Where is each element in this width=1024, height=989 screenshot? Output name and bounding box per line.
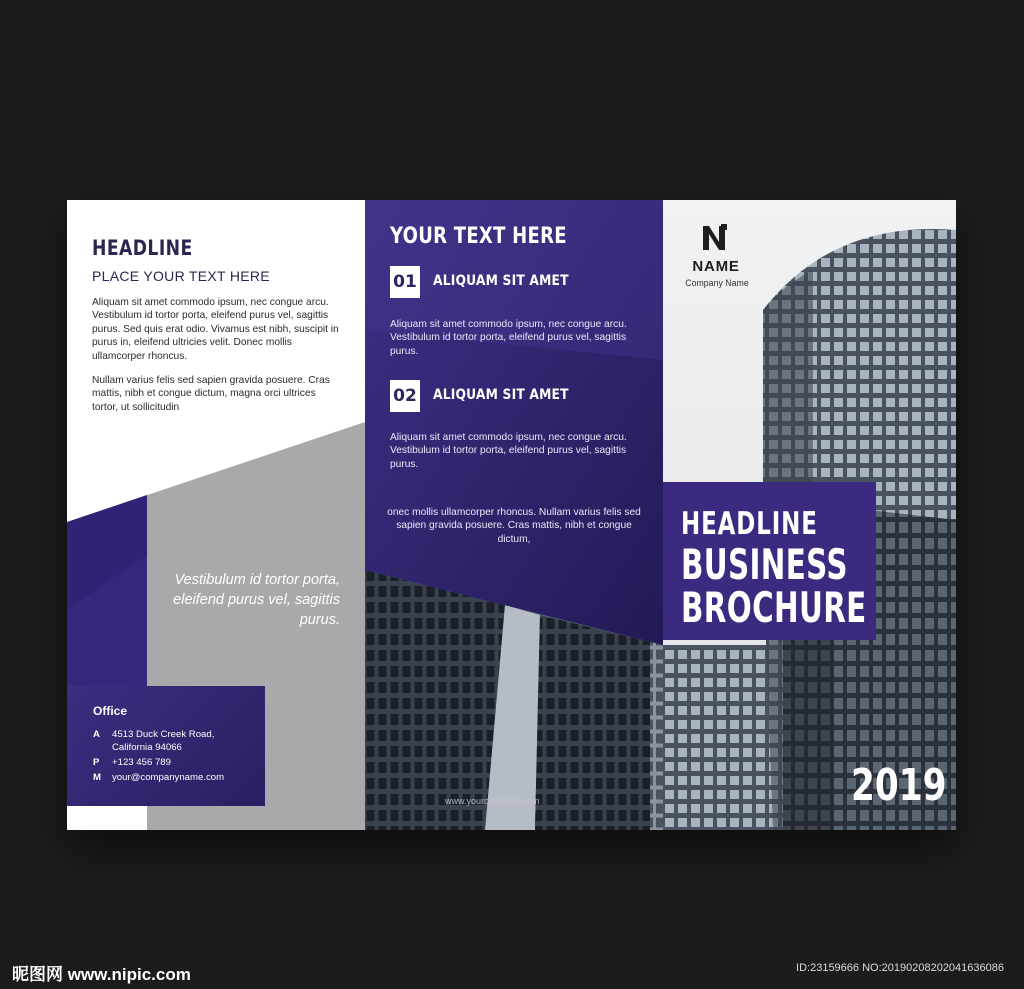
left-panel bbox=[67, 200, 365, 830]
left-quote: Vestibulum id tortor porta, eleifend purus vel, sagittis purus. bbox=[173, 572, 340, 628]
hero-headline: HEADLINE bbox=[681, 506, 818, 542]
hero-brochure: BROCHURE bbox=[681, 583, 867, 632]
right-panel bbox=[663, 200, 956, 830]
office-title: Office bbox=[93, 704, 128, 718]
office-row-value: +123 456 789 bbox=[112, 757, 171, 768]
office-row-key: A bbox=[93, 729, 100, 740]
logo-name: NAME bbox=[692, 258, 740, 275]
watermark-left: 昵图网 www.nipic.com bbox=[12, 965, 191, 984]
watermark-right: ID:23159666 NO:20190208202041636086 bbox=[796, 962, 1004, 974]
left-body bbox=[92, 296, 340, 425]
logo-company-name: Company Name bbox=[685, 278, 749, 288]
logo-n-mark-icon bbox=[699, 222, 731, 254]
left-paragraph-1: Aliquam sit amet commodo ipsum, nec congue arcu. Vestibulum id tortor porta, eleifend purus vel, sagittis purus. Sed quis erat odio. Vivamus est nibh, suscipit in purus in, eleifend ultricies velit. Donec mollis ullamcorper rhoncus. bbox=[92, 297, 339, 362]
middle-title: YOUR TEXT HERE bbox=[390, 224, 567, 249]
website-url: www.yourcompany.com bbox=[445, 796, 540, 806]
middle-panel bbox=[365, 200, 663, 830]
left-headline: HEADLINE bbox=[92, 236, 193, 260]
office-row-key: M bbox=[93, 772, 101, 783]
office-row-value: 4513 Duck Creek Road, bbox=[112, 729, 215, 740]
item-body: Aliquam sit amet commodo ipsum, nec congue arcu. Vestibulum id tortor porta, eleifend purus vel, sagittis purus. bbox=[390, 319, 627, 357]
item-number-badge: 02 bbox=[390, 380, 420, 412]
left-paragraph-2: Nullam varius felis sed sapien gravida posuere. Cras mattis, nibh et congue dictum, magna orci ultrices tortor, ut sollicitudin bbox=[92, 375, 330, 413]
item-title: ALIQUAM SIT AMET bbox=[433, 273, 569, 289]
brochure bbox=[67, 200, 956, 830]
middle-center-text: onec mollis ullamcorper rhoncus. Nullam varius felis sed sapien gravida posuere. Cras mattis, nibh et congue dictum, bbox=[387, 507, 641, 545]
item-number-badge: 01 bbox=[390, 266, 420, 298]
item-body: Aliquam sit amet commodo ipsum, nec congue arcu. Vestibulum id tortor porta, eleifend purus vel, sagittis purus. bbox=[390, 432, 627, 470]
office-row-value: California 94066 bbox=[112, 742, 182, 753]
office-row-value: your@companyname.com bbox=[112, 772, 225, 783]
year-label: 2019 bbox=[851, 760, 947, 811]
hero-business: BUSINESS bbox=[681, 540, 848, 589]
office-row-key: P bbox=[93, 757, 100, 768]
item-title: ALIQUAM SIT AMET bbox=[433, 387, 569, 403]
left-subheadline: PLACE YOUR TEXT HERE bbox=[92, 268, 270, 284]
